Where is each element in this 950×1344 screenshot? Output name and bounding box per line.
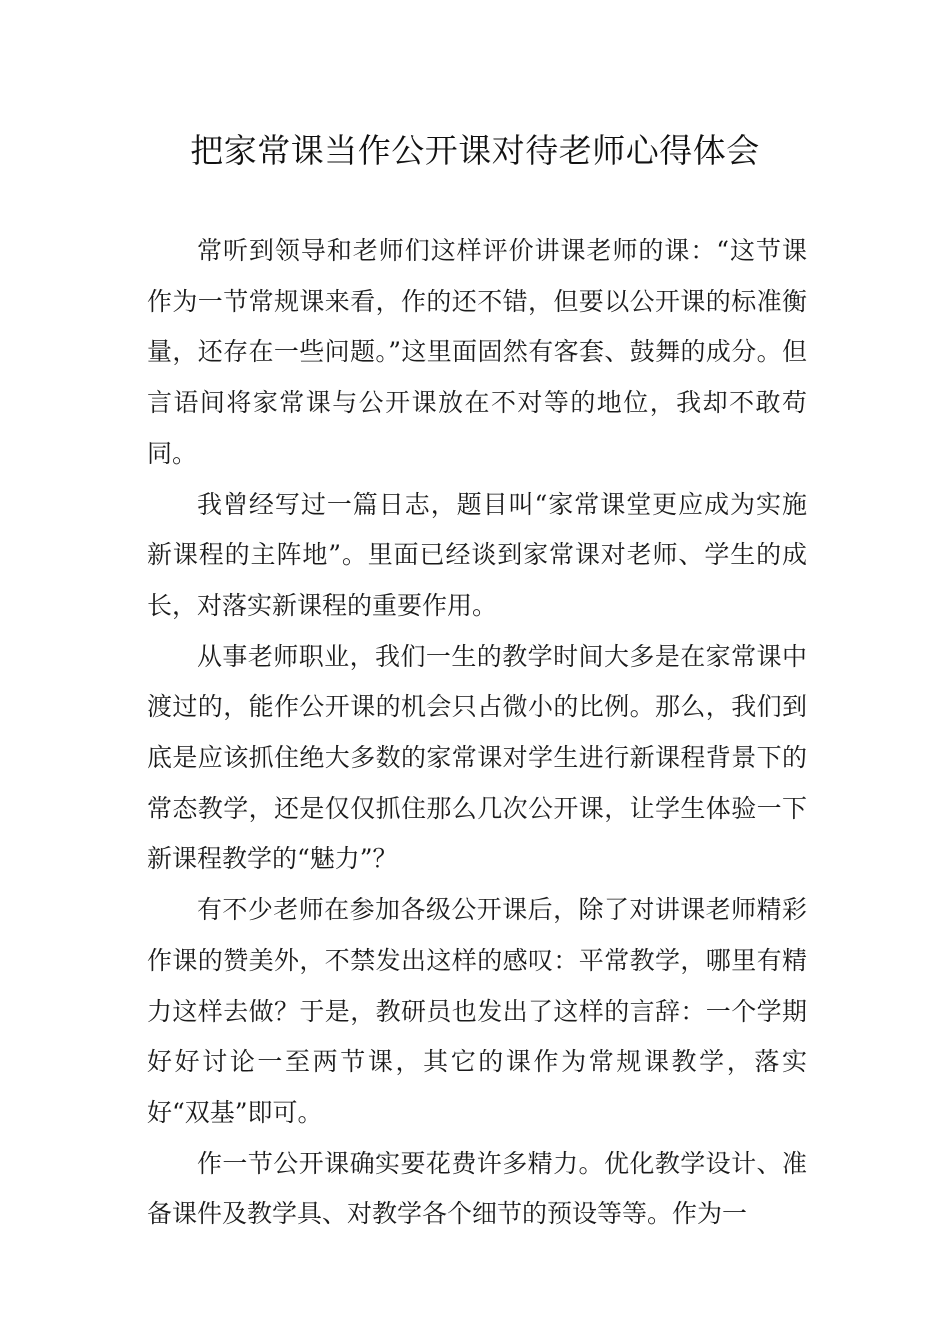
paragraph: 常听到领导和老师们这样评价讲课老师的课：“这节课作为一节常规课来看，作的还不错，但要以公开课的标准衡量，还存在一些问题。”这里面固然有客套、鼓舞的成分。但言语间将家常课与公开课放在不对等的地位，我却不敢苟同。	[147, 236, 807, 468]
paragraph: 从事老师职业，我们一生的教学时间大多是在家常课中渡过的，能作公开课的机会只占微小的比例。那么，我们到底是应该抓住绝大多数的家常课对学生进行新课程背景下的常态教学，还是仅仅抓住那么几次公开课，让学生体验一下新课程教学的“魅力”？	[147, 641, 807, 874]
document-body	[147, 226, 807, 1240]
paragraph: 有不少老师在参加各级公开课后，除了对讲课老师精彩作课的赞美外，不禁发出这样的感叹：平常教学，哪里有精力这样去做？于是，教研员也发出了这样的言辞：一个学期好好讨论一至两节课，其它的课作为常规课教学，落实好“双基”即可。	[147, 895, 807, 1127]
paragraph: 作一节公开课确实要花费许多精力。优化教学设计、准备课件及教学具、对教学各个细节的预设等等。作为一	[147, 1148, 807, 1229]
document-title: 把家常课当作公开课对待老师心得体会	[190, 131, 760, 170]
paragraph: 我曾经写过一篇日志，题目叫“家常课堂更应成为实施新课程的主阵地”。里面已经谈到家常课对老师、学生的成长，对落实新课程的重要作用。	[147, 489, 807, 620]
